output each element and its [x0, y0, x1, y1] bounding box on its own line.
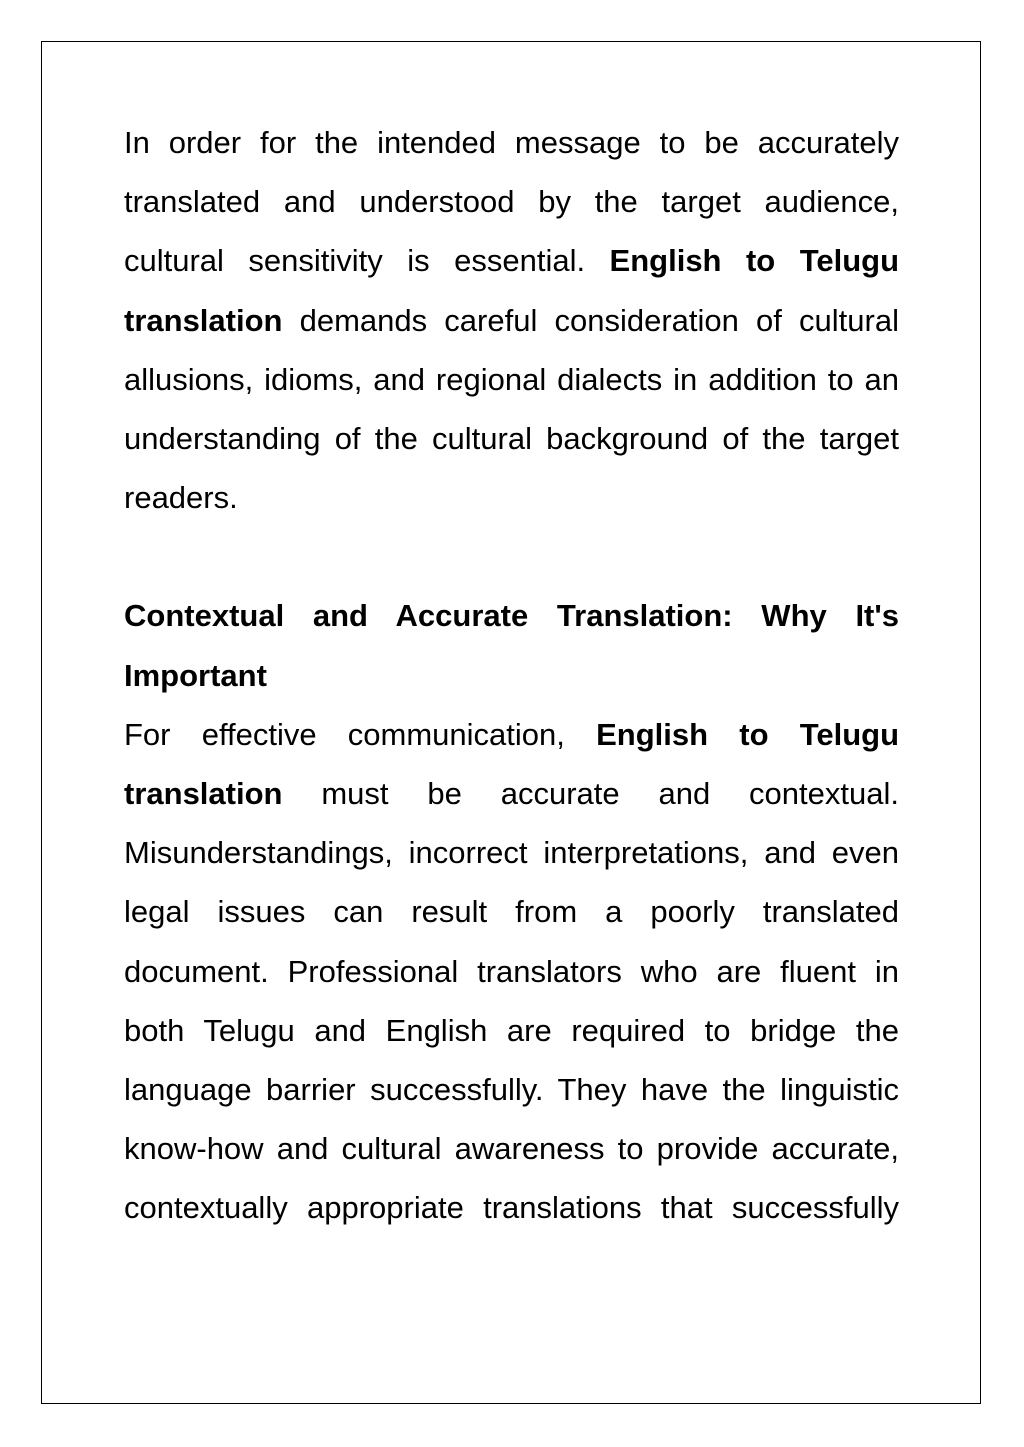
paragraph-accurate-translation — [124, 705, 899, 1238]
paragraph-text: In order for the intended message to be accurately translated and understood by the target audience, cultural sensitivity is essential. — [124, 125, 899, 279]
keyword-english-to-telugu-translation: English to Telugu translation — [124, 716, 900, 812]
document-body — [124, 113, 899, 1238]
paragraph-text: For effective communication, — [124, 716, 597, 752]
paragraph-text: must be accurate and contextual. Misunderstandings, incorrect interpretations, and even legal issues can result from a poorly translated document. Professional translators who are fluent in both Telugu and English are required to bridge the language barrier successfully. They have the linguistic know-how and cultural awareness to provide accurate, contextually appropriate translations that successfully — [124, 776, 899, 1226]
paragraph-text: demands careful consideration of cultural allusions, idioms, and regional dialects in addition to an understanding of the cultural background of the target readers. — [124, 302, 899, 516]
section-heading: Contextual and Accurate Translation: Why It's Important — [124, 598, 899, 693]
paragraph-cultural-sensitivity — [124, 113, 899, 527]
keyword-english-to-telugu-translation: English to Telugu translation — [124, 243, 899, 338]
paragraph-spacer — [124, 527, 899, 586]
